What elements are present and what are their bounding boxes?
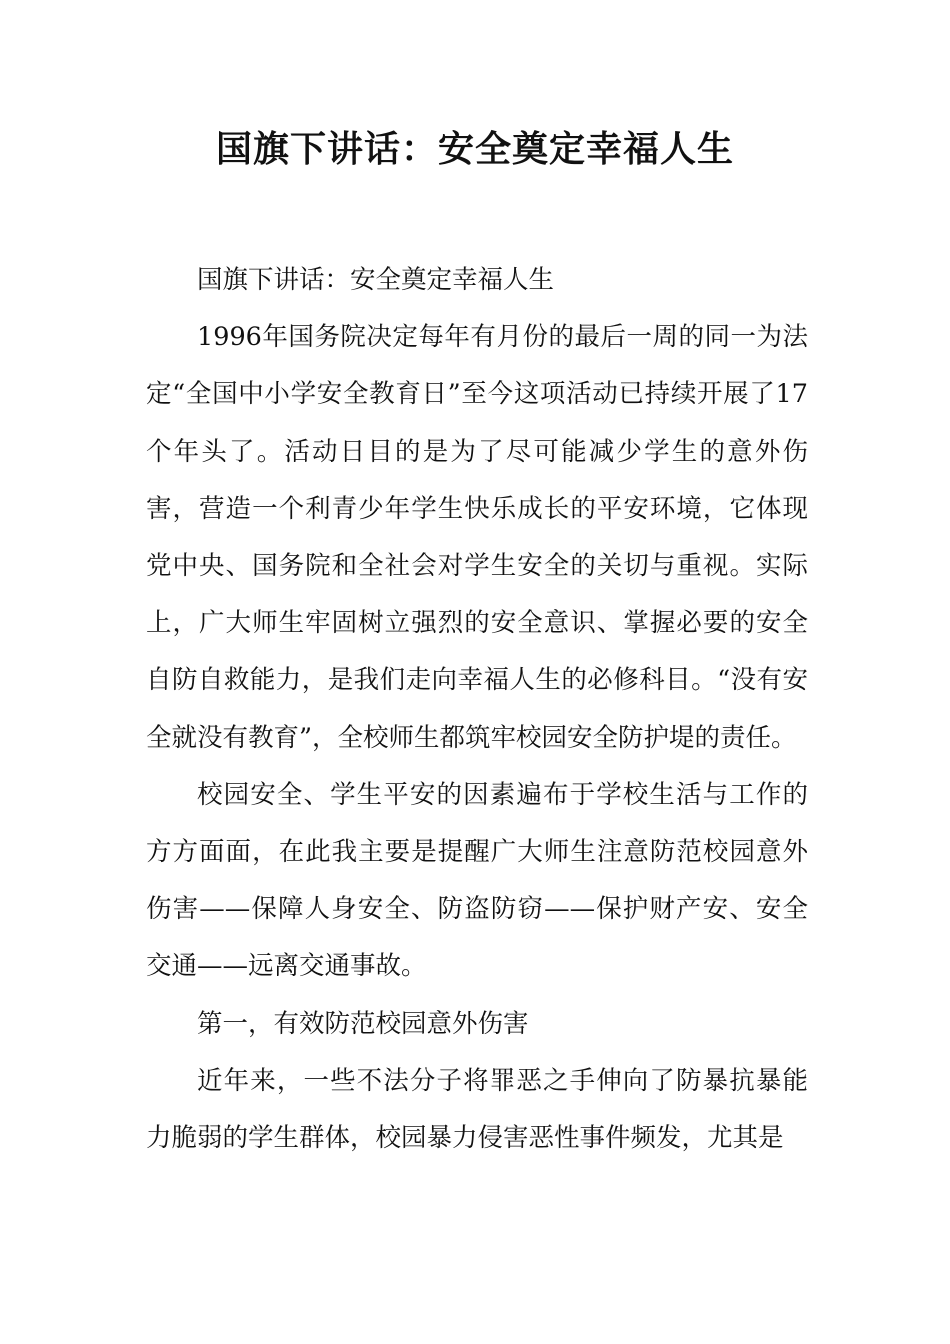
paragraph-intro: 1996年国务院决定每年有月份的最后一周的同一为法定“全国中小学安全教育日”至今这项活动已持续开展了17个年头了。活动日目的是为了尽可能减少学生的意外伤害，营造一个利青少年学生快乐成长的平安环境，它体现党中央、国务院和全社会对学生安全的关切与重视。实际上，广大师生牢固树立强烈的安全意识、掌握必要的安全自防自救能力，是我们走向幸福人生的必修科目。“没有安全就没有教育”，全校师生都筑牢校园安全防护堤的责任。 <box>146 322 808 753</box>
paragraph-section-heading: 第一，有效防范校园意外伤害 <box>197 1008 529 1039</box>
document-body <box>146 252 808 1167</box>
paragraph-recent-years: 近年来，一些不法分子将罪恶之手伸向了防暴抗暴能力脆弱的学生群体，校园暴力侵害恶性事件频发，尤其是 <box>146 1065 808 1154</box>
paragraph-subtitle: 国旗下讲话：安全奠定幸福人生 <box>197 265 555 295</box>
document-title: 国旗下讲话：安全奠定幸福人生 <box>215 129 734 170</box>
paragraph-campus-safety: 校园安全、学生平安的因素遍布于学校生活与工作的方方面面，在此我主要是提醒广大师生注意防范校园意外伤害——保障人身安全、防盗防窃——保护财产安、安全交通——远离交通事故。 <box>146 779 808 982</box>
